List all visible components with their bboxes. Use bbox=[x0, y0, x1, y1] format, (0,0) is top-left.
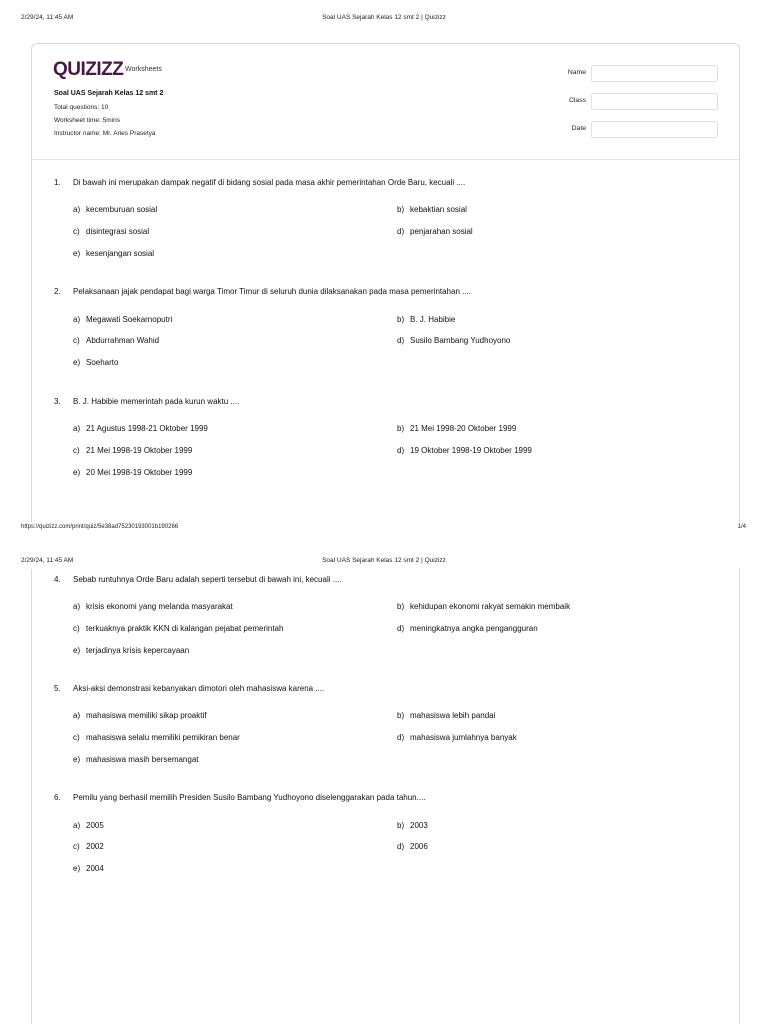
option-e[interactable]: e) 2004 bbox=[73, 864, 104, 873]
option-a[interactable]: a) Megawati Soekarnoputri bbox=[73, 315, 173, 324]
date-label: Date bbox=[571, 125, 586, 132]
option-c[interactable]: c) terkuaknya praktik KKN di kalangan pejabat pemerintah bbox=[73, 624, 284, 633]
question-text: Di bawah ini merupakan dampak negatif di bidang sosial pada masa akhir pemerintahan Orde Baru, kecuali .... bbox=[73, 178, 466, 187]
option-a[interactable]: a) 2005 bbox=[73, 821, 104, 830]
option-a[interactable]: a) 21 Agustus 1998-21 Oktober 1999 bbox=[73, 424, 208, 433]
option-e[interactable]: e) 20 Mei 1998-19 Oktober 1999 bbox=[73, 468, 193, 477]
option-a[interactable]: a) krisis ekonomi yang melanda masyarakat bbox=[73, 602, 233, 611]
quizizz-logo: QUIZIZZ bbox=[53, 59, 124, 80]
option-d[interactable]: d) Susilo Bambang Yudhoyono bbox=[397, 336, 511, 345]
question-number: 6. bbox=[54, 793, 61, 802]
worksheet-header bbox=[32, 44, 739, 160]
option-d[interactable]: d) 2006 bbox=[397, 842, 428, 851]
option-c[interactable]: c) disintegrasi sosial bbox=[73, 227, 150, 236]
option-e[interactable]: e) kesenjangan sosial bbox=[73, 249, 155, 258]
question-text: B. J. Habibie memerintah pada kurun waktu .... bbox=[73, 397, 240, 406]
option-a[interactable]: a) mahasiswa memiliki sikap proaktif bbox=[73, 711, 207, 720]
worksheet-card-page-2 bbox=[31, 569, 740, 1024]
option-c[interactable]: c) mahasiswa selalu memiliki pemikiran benar bbox=[73, 733, 240, 742]
question-number: 1. bbox=[54, 178, 61, 187]
print-url: https://quizizz.com/print/quiz/5e38ad75230193001b190266 bbox=[21, 524, 179, 530]
class-label: Class bbox=[569, 97, 586, 104]
option-b[interactable]: b) kehidupan ekonomi rakyat semakin membaik bbox=[397, 602, 571, 611]
class-field[interactable] bbox=[591, 93, 718, 110]
total-questions: Total questions: 10 bbox=[54, 104, 109, 111]
option-b[interactable]: b) 2003 bbox=[397, 821, 428, 830]
question-number: 4. bbox=[54, 575, 61, 584]
option-d[interactable]: d) 19 Oktober 1998-19 Oktober 1999 bbox=[397, 446, 532, 455]
logo-subtitle: Worksheets bbox=[125, 66, 162, 73]
option-d[interactable]: d) meningkatnya angka pengangguran bbox=[397, 624, 538, 633]
print-date: 2/29/24, 11:45 AM bbox=[21, 557, 74, 564]
print-title: Soal UAS Sejarah Kelas 12 smt 2 | Quizizz bbox=[322, 557, 446, 564]
option-a[interactable]: a) kecemburuan sosial bbox=[73, 205, 158, 214]
question-text: Aksi-aksi demonstrasi kebanyakan dimotori oleh mahasiswa karena .... bbox=[73, 684, 325, 693]
option-b[interactable]: b) kebaktian sosial bbox=[397, 205, 467, 214]
option-c[interactable]: c) 2002 bbox=[73, 842, 104, 851]
option-c[interactable]: c) 21 Mei 1998-19 Oktober 1999 bbox=[73, 446, 193, 455]
worksheet-title: Soal UAS Sejarah Kelas 12 smt 2 bbox=[54, 90, 164, 97]
name-label: Name bbox=[567, 69, 586, 76]
question-text: Pemilu yang berhasil memilih Presiden Susilo Bambang Yudhoyono diselenggarakan pada tahun.... bbox=[73, 793, 426, 802]
question-number: 2. bbox=[54, 287, 61, 296]
option-d[interactable]: d) mahasiswa jumlahnya banyak bbox=[397, 733, 517, 742]
option-b[interactable]: b) B. J. Habibie bbox=[397, 315, 456, 324]
question-number: 5. bbox=[54, 684, 61, 693]
option-b[interactable]: b) 21 Mei 1998-20 Oktober 1999 bbox=[397, 424, 517, 433]
option-e[interactable]: e) Soeharto bbox=[73, 358, 119, 367]
date-field[interactable] bbox=[591, 121, 718, 138]
instructor-name: Instructor name: Mr. Aries Prasetya bbox=[54, 130, 156, 137]
question-text: Pelaksanaan jajak pendapat bagi warga Timor Timur di seluruh dunia dilaksanakan pada masa pemerintahan .... bbox=[73, 287, 472, 296]
page-number: 1/4 bbox=[737, 524, 746, 530]
print-header bbox=[0, 14, 768, 28]
print-date: 2/29/24, 11:45 AM bbox=[21, 14, 74, 21]
option-c[interactable]: c) Abdurrahman Wahid bbox=[73, 336, 160, 345]
worksheet-card-page-1 bbox=[31, 43, 740, 522]
option-d[interactable]: d) penjarahan sosial bbox=[397, 227, 473, 236]
option-e[interactable]: e) terjadinya krisis kepercayaan bbox=[73, 646, 190, 655]
option-e[interactable]: e) mahasiswa masih bersemangat bbox=[73, 755, 199, 764]
name-field[interactable] bbox=[591, 65, 718, 82]
question-number: 3. bbox=[54, 397, 61, 406]
worksheet-time: Worksheet time: 5mins bbox=[54, 117, 120, 124]
option-b[interactable]: b) mahasiswa lebih pandai bbox=[397, 711, 496, 720]
print-title: Soal UAS Sejarah Kelas 12 smt 2 | Quizizz bbox=[322, 14, 446, 21]
question-text: Sebab runtuhnya Orde Baru adalah seperti tersebut di bawah ini, kecuali .... bbox=[73, 575, 342, 584]
